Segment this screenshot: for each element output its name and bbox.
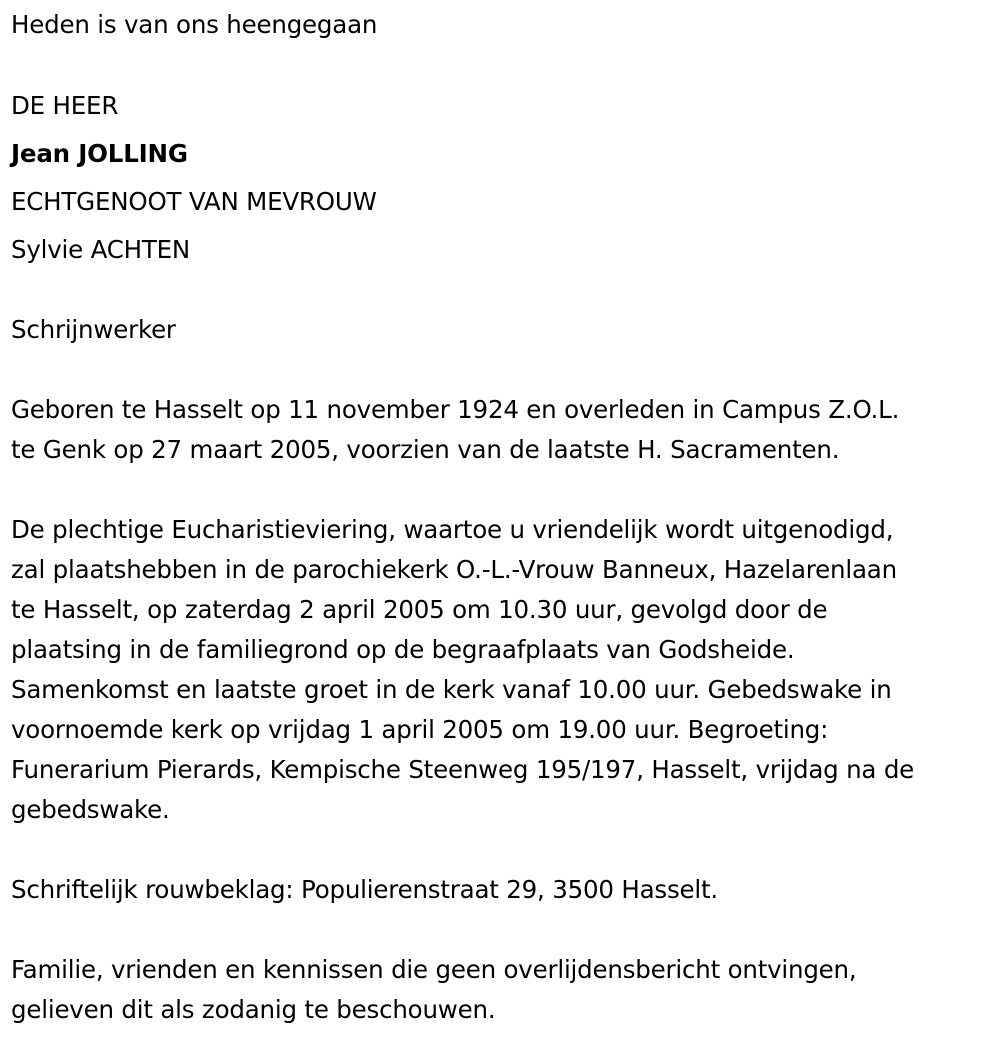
paragraph-line: Funerarium Pierards, Kempische Steenweg 195/197, Hasselt, vrijdag na de (11, 755, 915, 784)
intro-text: Heden is van ons heengegaan (11, 10, 378, 39)
paragraph-line: gelieven dit als zodanig te beschouwen. (11, 995, 496, 1024)
paragraph-line: Samenkomst en laatste groet in de kerk vanaf 10.00 uur. Gebedswake in (11, 675, 892, 704)
ceremony-paragraph (11, 510, 996, 830)
birth-death-paragraph (11, 390, 996, 470)
paragraph-line: Familie, vrienden en kennissen die geen overlijdensbericht ontvingen, (11, 955, 857, 984)
paragraph-line: zal plaatshebben in de parochiekerk O.-L.-Vrouw Banneux, Hazelarenlaan (11, 555, 897, 584)
paragraph-line: gebedswake. (11, 795, 170, 824)
paragraph-line: plaatsing in de familiegrond op de begraafplaats van Godsheide. (11, 635, 795, 664)
spouse-name: Sylvie ACHTEN (11, 235, 191, 264)
deceased-name: Jean JOLLING (11, 139, 188, 168)
closing-paragraph (11, 950, 996, 1030)
occupation: Schrijnwerker (11, 315, 176, 344)
paragraph-line: te Genk op 27 maart 2005, voorzien van de laatste H. Sacramenten. (11, 435, 840, 464)
deceased-title: DE HEER (11, 91, 119, 120)
paragraph-line: Geboren te Hasselt op 11 november 1924 en overleden in Campus Z.O.L. (11, 395, 900, 424)
spouse-title: ECHTGENOOT VAN MEVROUW (11, 187, 377, 216)
condolence-address: Schriftelijk rouwbeklag: Populierenstraat 29, 3500 Hasselt. (11, 875, 719, 904)
paragraph-line: De plechtige Eucharistieviering, waartoe u vriendelijk wordt uitgenodigd, (11, 515, 894, 544)
paragraph-line: te Hasselt, op zaterdag 2 april 2005 om 10.30 uur, gevolgd door de (11, 595, 828, 624)
paragraph-line: voornoemde kerk op vrijdag 1 april 2005 om 19.00 uur. Begroeting: (11, 715, 829, 744)
